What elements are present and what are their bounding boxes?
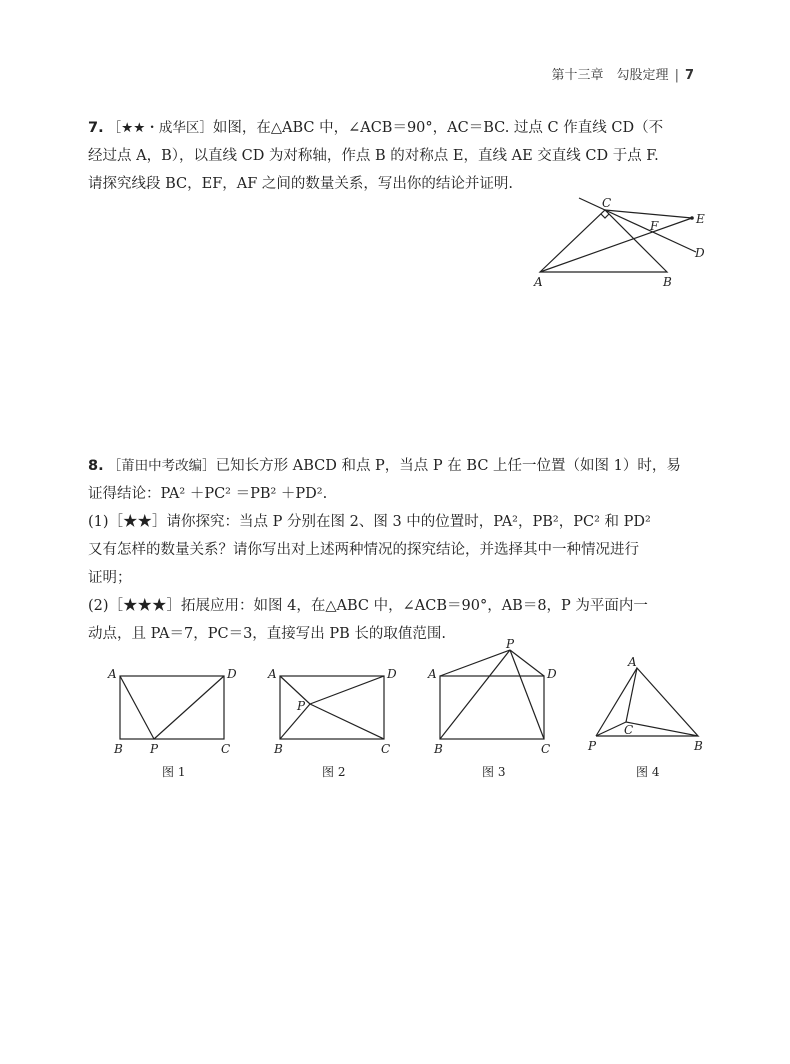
segment-pd — [154, 676, 224, 739]
label-b: B — [274, 742, 283, 756]
chapter-title: 第十三章 勾股定理 — [551, 68, 669, 83]
figure-2 — [264, 664, 404, 784]
line-ae — [540, 218, 692, 272]
label-c: C — [221, 742, 231, 756]
label-b: B — [434, 742, 443, 756]
right-angle-mark — [601, 214, 609, 218]
figure-3-caption: 图 3 — [482, 765, 506, 779]
problem-7-source: ［★★・成华区］ — [107, 120, 213, 136]
problem-8-source: ［莆田中考改编］ — [107, 458, 216, 474]
problem-8-line-2: 证得结论：PA² ＋PC² ＝PB² ＋PD². — [88, 486, 328, 502]
figure-1-caption: 图 1 — [162, 765, 186, 779]
label-p: P — [297, 699, 306, 713]
problem-8-line-5: 证明； — [88, 570, 132, 586]
problem-7 — [88, 114, 708, 198]
problem-8-line-1: 8. ［莆田中考改编］已知长方形 ABCD 和点 P，当点 P 在 BC 上任一位置（如图 1）时，易 — [88, 458, 681, 474]
triangle-abc — [540, 210, 667, 272]
problem-8-line-4: 又有怎样的数量关系？请你写出对上述两种情况的探究结论，并选择其中一种情况进行 — [88, 542, 639, 558]
point-e-dot — [690, 216, 694, 220]
label-d: D — [227, 667, 237, 681]
label-a: A — [534, 275, 543, 289]
label-a: A — [108, 667, 117, 681]
triangle-abc — [626, 668, 698, 736]
problem-7-line-2: 经过点 A，B），以直线 CD 为对称轴，作点 B 的对称点 E，直线 AE 交直线 CD 于点 F. — [88, 148, 659, 164]
segment-ce — [605, 210, 692, 218]
segment-pa — [280, 676, 310, 704]
label-b: B — [114, 742, 123, 756]
label-a: A — [268, 667, 277, 681]
figure-1 — [104, 664, 244, 784]
segment-pa — [120, 676, 154, 739]
page-header — [552, 64, 694, 83]
label-b: B — [663, 275, 672, 289]
label-d: D — [387, 667, 397, 681]
figure-4 — [584, 652, 714, 784]
label-d: D — [547, 667, 557, 681]
figure-3 — [424, 636, 564, 784]
label-p: P — [588, 739, 597, 753]
problem-8 — [88, 452, 708, 648]
problem-8-line-6: (2)［★★★］拓展应用：如图 4，在△ABC 中，∠ACB＝90°，AB＝8，P 为平面内一 — [88, 598, 648, 614]
header-separator: | — [674, 68, 679, 83]
segment-pc — [310, 704, 384, 739]
segment-pd — [310, 676, 384, 704]
label-p: P — [506, 637, 515, 651]
page-number: 7 — [684, 68, 694, 83]
label-d: D — [695, 246, 705, 260]
problem-7-line-1: 7. ［★★・成华区］如图，在△ABC 中，∠ACB＝90°，AC＝BC. 过点 C 作直线 CD（不 — [88, 120, 664, 136]
label-p: P — [150, 742, 159, 756]
label-a: A — [628, 655, 637, 669]
label-e: E — [696, 212, 705, 226]
problem-8-line-7: 动点，且 PA＝7，PC＝3，直接写出 PB 长的取值范围. — [88, 626, 447, 642]
problem-7-number: 7. — [88, 120, 104, 136]
segment-pb — [280, 704, 310, 739]
rect-abcd — [280, 676, 384, 739]
figure-4-caption: 图 4 — [636, 765, 660, 779]
line-cd — [579, 198, 696, 252]
problem-7-line-3: 请探究线段 BC，EF，AF 之间的数量关系，写出你的结论并证明. — [88, 176, 514, 192]
rect-abcd — [440, 676, 544, 739]
problem-8-number: 8. — [88, 458, 104, 474]
label-f: F — [650, 219, 659, 233]
label-c: C — [381, 742, 391, 756]
label-c: C — [541, 742, 551, 756]
problem-7-figure — [520, 196, 720, 296]
problem-8-line-3: (1)［★★］请你探究：当点 P 分别在图 2、图 3 中的位置时，PA²，PB²，PC² 和 PD² — [88, 514, 651, 530]
figure-2-caption: 图 2 — [322, 765, 346, 779]
label-c: C — [602, 196, 612, 210]
label-b: B — [694, 739, 703, 753]
label-a: A — [428, 667, 437, 681]
rect-abcd — [120, 676, 224, 739]
label-c: C — [624, 723, 634, 737]
